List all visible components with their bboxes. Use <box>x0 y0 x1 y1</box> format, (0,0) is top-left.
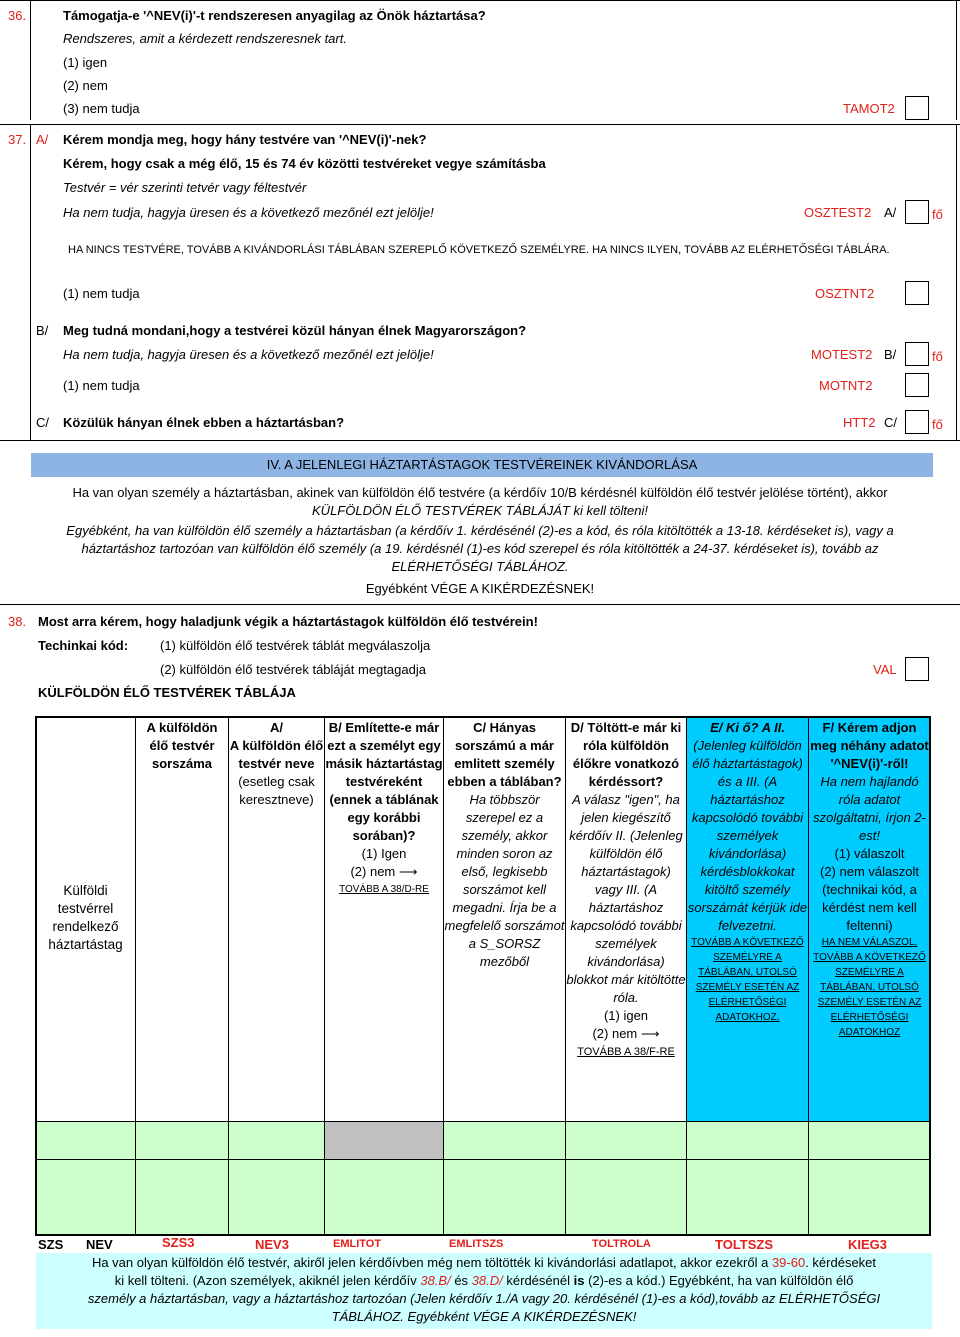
footer-l2e: kérdésénél <box>506 1273 570 1288</box>
code-toltszs: TOLTSZS <box>715 1237 774 1252</box>
q36-note: Rendszeres, amit a kérdezett rendszeresnek tart. <box>63 31 347 46</box>
section-p1-table-name: KÜLFÖLDÖN ÉLŐ TESTVÉREK TÁBLÁJÁT <box>312 503 570 518</box>
q37-a-nt-box[interactable] <box>905 281 929 305</box>
footer-l1a: Ha van olyan külföldön élő testvér, akiről jelen kérdőívben még nem töltötték ki kivándorlási adatlapot, akkor ezekről a <box>91 1255 769 1270</box>
q37-a-code: OSZTEST2 <box>804 205 872 220</box>
q37-b-line2: Ha nem tudja, hagyja üresen és a következő mezőnél ezt jelölje! <box>63 347 434 362</box>
col7-note: Ha nem hajlandó róla adatot szolgáltatni, írjon 2-est! <box>813 774 926 843</box>
q37-a-nt-code: OSZTNT2 <box>815 286 875 301</box>
footer-l2a: ki kell tölteni. (Azon személyek, akiknél jelen kérdőív <box>114 1273 417 1288</box>
q37-number: 37. <box>8 132 27 147</box>
section-p1-line-b <box>8 502 952 520</box>
col3-option-2 <box>325 863 443 881</box>
q37-a-unit: fő <box>932 207 943 222</box>
col4-note: Ha többször szerepel ez a személy, akkor minden soron az első, legkisebb sorszámot kell megadni. Írja be a megfelelő sorszámot a S_SORSZ mezőből <box>444 792 565 969</box>
col4-question: C/ Hányas sorszámú a már emlitett személy ebben a táblában? <box>447 720 562 789</box>
q37-instruction: HA NINCS TESTVÉRE, TOVÁBB A KIVÁNDORLÁSI TÁBLÁBAN SZEREPLŐ KÖVETKEZŐ SZEMÉLYRE. HA NINCS ILYEN, TOVÁBB AZ ELÉRHETŐSÉGI TÁBLÁRA. <box>68 244 890 256</box>
q36-bottom-rule <box>0 124 960 125</box>
arrow-icon: ⟶ <box>398 864 418 879</box>
q36-code: TAMOT2 <box>843 101 895 116</box>
header-sibling-name <box>229 719 324 809</box>
col2-note: (esetleg csak keresztneve) <box>238 774 315 807</box>
footer-l2c: és <box>454 1273 469 1288</box>
q37-a-answer-box[interactable] <box>905 200 929 224</box>
q37-a-prefix: A/ <box>36 132 49 147</box>
code-emlitot: EMLITOT <box>333 1238 382 1250</box>
q37-b-prefix: B/ <box>36 323 49 338</box>
top-border <box>0 0 960 1</box>
col5-option-2-label: (2) nem <box>592 1026 638 1041</box>
code-nev3: NEV3 <box>255 1237 289 1252</box>
section-p1-tail: ki kell tölteni! <box>573 503 648 518</box>
q37-b-nt-box[interactable] <box>905 373 929 397</box>
col5-note: A válasz "igen", ha jelen kiegészítő kérdőív II. (Jelenleg külföldön élő háztartástagok) vagy III. (A háztartáshoz kapcsolódó további személyek kivándorlása) blokkot már kitöltötte róla. <box>566 792 686 1005</box>
footer-l1b: 39-60 <box>771 1255 806 1270</box>
q36-option-3: (3) nem tudja <box>63 101 140 116</box>
section-title: IV. A JELENLEGI HÁZTARTÁSTAGOK TESTVÉREINEK KIVÁNDORLÁSA <box>266 457 698 472</box>
section-p1-line-a: Ha van olyan személy a háztartásban, akinek van külföldön élő testvére (a kérdőív 10/B kérdésnél külföldön élő testvér jelölése történt), akkor <box>72 485 888 500</box>
q37-a-code-suffix: A/ <box>884 205 897 220</box>
col3-option-1: (1) Igen <box>361 846 407 861</box>
header-who-is <box>687 719 808 1025</box>
q37-right-rule <box>956 124 957 440</box>
q38-top-rule <box>0 604 960 605</box>
q37-b-code: MOTEST2 <box>811 347 873 362</box>
col3-skip: TOVÁBB A 38/D-RE <box>339 884 429 895</box>
section-paragraph-2 <box>8 522 952 576</box>
q37-c-answer-box[interactable] <box>905 410 929 434</box>
q37-c-code-suffix: C/ <box>884 415 897 430</box>
col2-prefix: A/ <box>270 720 283 735</box>
col7-skip: HA NEM VÁLASZOL, TOVÁBB A KÖVETKEZŐ SZEMÉLYRE A TÁBLÁBAN, UTOLSÓ SZEMÉLY ESETÉN AZ ELÉRHETŐSÉGI ADATOKHOZ <box>813 937 926 1038</box>
footer-l2b: 38.B/ <box>420 1273 451 1288</box>
header-mentioned-before <box>325 719 443 899</box>
section-p2-line-c: ELÉRHETŐSÉGI TÁBLÁHOZ. <box>391 559 569 574</box>
col7-option-1: (1) válaszolt <box>834 846 905 861</box>
section-p2-line-b: háztartáshoz tartozóan van külföldön élő személy (a 19. kérdésnél (1)-es kód szerepel és róla kitöltötték a 24-37. kérdéseket is), tovább az <box>81 541 879 556</box>
header-sibling-number: A külföldön élő testvér sorszáma <box>146 720 218 771</box>
footer-line-1 <box>36 1254 932 1272</box>
row-divider <box>36 1121 930 1122</box>
q37-left-rule <box>30 124 31 440</box>
q37-bottom-rule <box>0 440 960 441</box>
col6-skip: TOVÁBB A KÖVETKEZŐ SZEMÉLYRE A TÁBLÁBAN, UTOLSÓ SZEMÉLY ESETÉN AZ ELÉRHETŐSÉGI ADATOKHOZ. <box>691 937 804 1023</box>
q36-left-rule <box>30 0 31 120</box>
q37-a-nt-option: (1) nem tudja <box>63 286 140 301</box>
footer-l2g: (2)-es a kód.) Egyébként, ha van külföldön élő <box>588 1273 854 1288</box>
col5-option-2 <box>566 1025 686 1043</box>
q37-c-prefix: C/ <box>36 415 49 430</box>
arrow-icon: ⟶ <box>640 1026 660 1041</box>
q37-b-unit: fő <box>932 349 943 364</box>
q37-a-line4: Ha nem tudja, hagyja üresen és a következő mezőnél ezt jelölje! <box>63 205 434 220</box>
q38-option-2: (2) külföldön élő testvérek tábláját megtagadja <box>160 662 426 677</box>
footer-line-3: személy a háztartásban, vagy a háztartáshoz tartozóan (Jelen kérdőív 1./A vagy 20. kérdésénél (1)-es a kód),tovább az ELÉRHETŐSÉGI <box>87 1291 881 1306</box>
footer-l1c: . kérdéseket <box>805 1255 877 1270</box>
col5-skip: TOVÁBB A 38/F-RE <box>577 1046 675 1058</box>
code-szs3: SZS3 <box>162 1235 195 1250</box>
col3-option-2-label: (2) nem <box>350 864 396 879</box>
q36-right-rule <box>956 0 957 120</box>
code-nev: NEV <box>86 1237 113 1252</box>
footer-note <box>36 1253 932 1329</box>
col2-label: A külföldön élő testvér neve <box>229 738 324 771</box>
section-p3: Egyébként VÉGE A KIKÉRDEZÉSNEK! <box>365 581 595 596</box>
footer-l2d: 38.D/ <box>471 1273 503 1288</box>
q37-c-unit: fő <box>932 417 943 432</box>
q37-c-code: HTT2 <box>843 415 876 430</box>
section-p2-line-a: Egyébként, ha van külföldön élő személy a háztartásban (a kérdőív 1. kérdésénél (2)-es a kód, és róla kitöltötték a 13-18. kérdéseket is), vagy a <box>66 523 894 538</box>
col5-question: D/ Töltött-e már ki róla külföldön élőkre vonatkozó kérdéssort? <box>570 720 682 789</box>
footer-l2f: is <box>573 1273 585 1288</box>
q38-table-title: KÜLFÖLDÖN ÉLŐ TESTVÉREK TÁBLÁJA <box>38 685 296 700</box>
footer-line-2 <box>36 1272 932 1290</box>
q38-code: VAL <box>873 662 897 677</box>
q36-question: Támogatja-e '^NEV(i)'-t rendszeresen anyagilag az Önök háztartása? <box>63 8 486 23</box>
section-banner <box>31 453 933 477</box>
header-row-number <box>444 719 565 971</box>
header-household-member: Külföldi testvérrel rendelkező háztartástag <box>48 883 123 952</box>
footer-text <box>36 1254 932 1326</box>
q37-b-answer-box[interactable] <box>905 342 929 366</box>
q37-b-nt-option: (1) nem tudja <box>63 378 140 393</box>
col-divider <box>135 717 136 1235</box>
q38-question: Most arra kérem, hogy haladjunk végik a háztartástagok külföldön élő testvérein! <box>38 614 538 629</box>
q38-number: 38. <box>8 614 27 629</box>
section-paragraph-1 <box>8 484 952 520</box>
q36-number: 36. <box>8 8 27 23</box>
q37-a-question: Kérem mondja meg, hogy hány testvére van '^NEV(i)'-nek? <box>63 132 427 147</box>
code-emlitszs: EMLITSZS <box>449 1238 504 1250</box>
col7-option-2: (2) nem válaszolt (technikai kód, a kérdést nem kell feltenni) <box>820 864 919 933</box>
code-toltrola: TOLTROLA <box>592 1238 651 1250</box>
q37-a-line3: Testvér = vér szerinti tetvér vagy féltestvér <box>63 180 307 195</box>
header-filled-before <box>566 719 686 1061</box>
q37-a-line2: Kérem, hogy csak a még élő, 15 és 74 év közötti testvéreket vegye számításba <box>63 156 546 171</box>
q36-option-2: (2) nem <box>63 78 108 93</box>
code-szs: SZS <box>38 1237 64 1252</box>
code-kieg3: KIEG3 <box>848 1237 888 1252</box>
q37-c-question: Közülük hányan élnek ebben a háztartásban? <box>63 415 345 430</box>
q38-tech-label: Techinkai kód: <box>38 638 129 653</box>
header-give-data <box>809 719 930 1040</box>
q37-b-question: Meg tudná mondani,hogy a testvérei közül hányan élnek Magyarországon? <box>63 323 527 338</box>
q37-b-nt-code: MOTNT2 <box>819 378 873 393</box>
col3-question: B/ Említette-e már ezt a személyt egy másik háztartástag testvéreként (ennek a táblának egy korábbi sorában)? <box>325 720 443 843</box>
col6-note: (Jelenleg külföldön élő háztartástagok) és a III. (A háztartáshoz kapcsolódó további személyek kivándorlása) kérdésblokkokat kitöltő személy sorszámát kérjük ide felvezetni. <box>687 738 808 933</box>
col5-option-1: (1) igen <box>603 1008 649 1023</box>
q38-option-1: (1) külföldön élő testvérek táblát megválaszolja <box>160 638 431 653</box>
q37-b-code-suffix: B/ <box>884 347 897 362</box>
q36-answer-box[interactable] <box>905 96 929 120</box>
q36-option-1: (1) igen <box>63 55 108 70</box>
col7-question: F/ Kérem adjon meg néhány adatot '^NEV(i)'-ről! <box>810 720 929 771</box>
row-divider <box>36 1159 930 1160</box>
q38-answer-box[interactable] <box>905 657 929 681</box>
col6-question: E/ Ki ő? A II. <box>710 720 785 735</box>
footer-line-4: TÁBLÁHOZ. Egyébként VÉGE A KIKÉRDEZÉSNEK! <box>331 1309 637 1324</box>
